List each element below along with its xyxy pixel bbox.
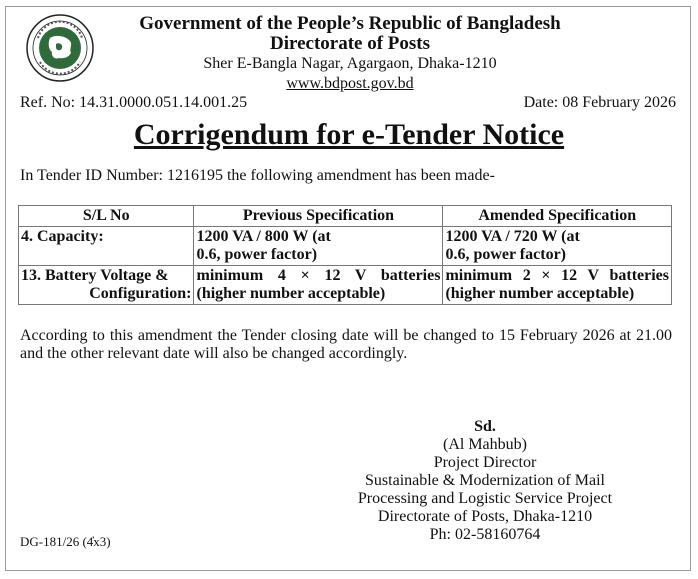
- row-previous-line: (higher number acceptable): [196, 285, 386, 302]
- header-previous-spec: Previous Specification: [194, 206, 443, 227]
- row-previous-line: 0.6, power factor): [196, 246, 318, 263]
- row-amended-line: 0.6, power factor): [445, 246, 566, 263]
- row-item-line: Configuration:: [89, 285, 192, 302]
- directorate-name: Directorate of Posts: [269, 33, 431, 54]
- row-item-cell: [19, 266, 194, 305]
- row-amended-line: minimum 2 × 12 V batteries: [445, 267, 669, 284]
- signatory-designation: Project Director: [433, 454, 537, 471]
- amendment-paragraph: According to this amendment the Tender closing date will be changed to 15 February 2026 at 21.00 and the other relevant date will also be changed accordingly.: [20, 327, 672, 362]
- reference-number: Ref. No: 14.31.0000.051.14.001.25: [20, 94, 248, 111]
- row-amended-line: (higher number acceptable): [445, 285, 635, 302]
- row-item-line: 13. Battery Voltage &: [21, 267, 169, 284]
- row-previous-line: 1200 VA / 800 W (at: [196, 228, 331, 245]
- organization-name: Government of the People’s Republic of Bangladesh: [139, 13, 561, 34]
- row-amended-line: 1200 VA / 720 W (at: [445, 228, 580, 245]
- header-sl-no: S/L No: [19, 206, 194, 227]
- table-header-row: [19, 206, 672, 227]
- row-amended-cell: [443, 266, 672, 305]
- government-seal-logo: [26, 14, 94, 82]
- project-name-line: Processing and Logistic Service Project: [357, 490, 613, 507]
- signature-sd: Sd.: [474, 418, 496, 435]
- publication-code: DG-181/26 (4̓x3): [20, 534, 111, 549]
- row-previous-cell: [194, 266, 443, 305]
- website-link[interactable]: www.bdpost.gov.bd: [286, 75, 414, 92]
- row-previous-cell: [194, 227, 443, 266]
- row-amended-cell: [443, 227, 672, 266]
- signatory-name: (Al Mahbub): [443, 436, 527, 453]
- table-row: [19, 266, 672, 305]
- office-address: Sher E-Bangla Nagar, Agargaon, Dhaka-1210: [203, 55, 497, 72]
- row-previous-line: minimum 4 × 12 V batteries: [196, 267, 441, 284]
- amendment-table: [18, 205, 672, 305]
- signatory-office: Directorate of Posts, Dhaka-1210: [377, 508, 593, 525]
- intro-text: In Tender ID Number: 1216195 the following amendment has been made-: [20, 167, 495, 184]
- notice-date: Date: 08 February 2026: [523, 94, 676, 111]
- header-amended-spec: Amended Specification: [443, 206, 672, 227]
- page-title: Corrigendum for e-Tender Notice: [133, 118, 565, 151]
- project-name-line: Sustainable & Modernization of Mail: [365, 472, 605, 489]
- row-item-cell: [19, 227, 194, 266]
- signatory-phone: Ph: 02-58160764: [429, 526, 541, 543]
- row-item-line: 4. Capacity:: [21, 228, 104, 245]
- signature-block: [300, 418, 670, 544]
- table-row: [19, 227, 672, 266]
